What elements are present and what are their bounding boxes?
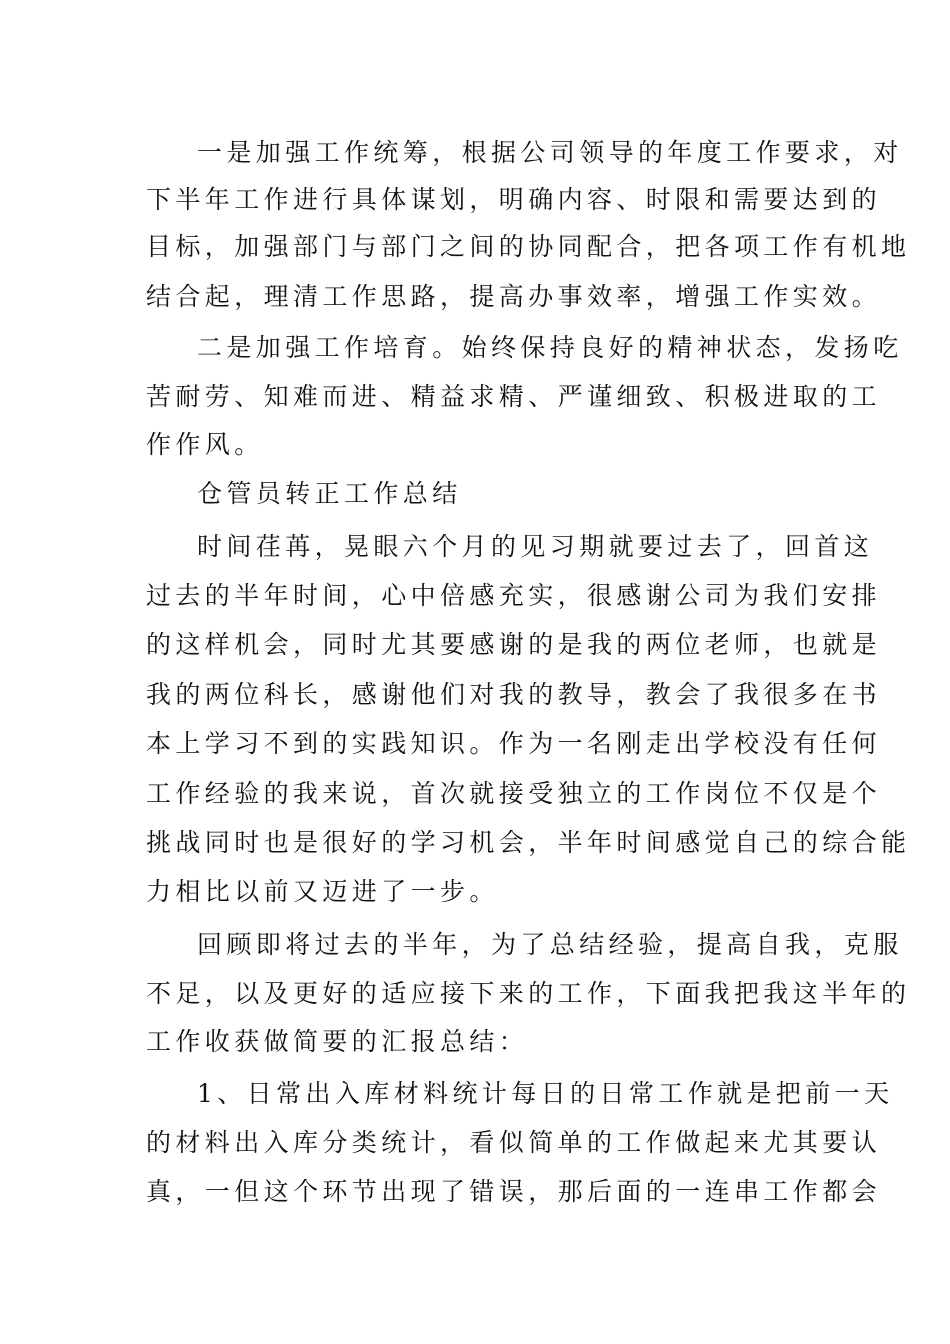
paragraph-3-line-6: 工作经验的我来说，首次就接受独立的工作岗位不仅是个 xyxy=(146,779,882,808)
paragraph-3-line-4: 我的两位科长，感谢他们对我的教导，教会了我很多在书 xyxy=(146,680,882,709)
paragraph-4-line-2: 不足，以及更好的适应接下来的工作，下面我把我这半年的 xyxy=(146,979,911,1008)
paragraph-2-line-1: 二是加强工作培育。始终保持良好的精神状态，发扬吃 xyxy=(197,333,903,362)
paragraph-1-line-4: 结合起，理清工作思路，提高办事效率，增强工作实效。 xyxy=(146,282,882,311)
paragraph-3-line-3: 的这样机会，同时尤其要感谢的是我的两位老师，也就是 xyxy=(146,630,882,659)
paragraph-1-line-2: 下半年工作进行具体谋划，明确内容、时限和需要达到的 xyxy=(146,185,882,214)
paragraph-3-line-7: 挑战同时也是很好的学习机会，半年时间感觉自己的综合能 xyxy=(146,828,911,857)
paragraph-2-line-3: 作作风。 xyxy=(146,430,264,459)
paragraph-4-line-1: 回顾即将过去的半年，为了总结经验，提高自我，克服 xyxy=(197,930,903,959)
paragraph-5-line-1: 1、日常出入库材料统计每日的日常工作就是把前一天 xyxy=(197,1079,894,1108)
paragraph-3-line-8: 力相比以前又迈进了一步。 xyxy=(146,877,499,906)
paragraph-3-line-5: 本上学习不到的实践知识。作为一名刚走出学校没有任何 xyxy=(146,729,882,758)
paragraph-5-line-3: 真，一但这个环节出现了错误，那后面的一连串工作都会 xyxy=(146,1177,882,1206)
paragraph-1-line-1: 一是加强工作统筹，根据公司领导的年度工作要求，对 xyxy=(197,138,903,167)
paragraph-1-line-3: 目标，加强部门与部门之间的协同配合，把各项工作有机地 xyxy=(146,232,911,261)
paragraph-3-line-1: 时间荏苒，晃眼六个月的见习期就要过去了，回首这 xyxy=(197,532,874,561)
paragraph-3-line-2: 过去的半年时间，心中倍感充实，很感谢公司为我们安排 xyxy=(146,581,882,610)
paragraph-2-line-2: 苦耐劳、知难而进、精益求精、严谨细致、积极进取的工 xyxy=(146,382,882,411)
paragraph-5-line-2: 的材料出入库分类统计，看似简单的工作做起来尤其要认 xyxy=(146,1128,882,1157)
paragraph-4-line-3: 工作收获做简要的汇报总结： xyxy=(146,1027,529,1056)
section-title: 仓管员转正工作总结 xyxy=(197,479,462,508)
